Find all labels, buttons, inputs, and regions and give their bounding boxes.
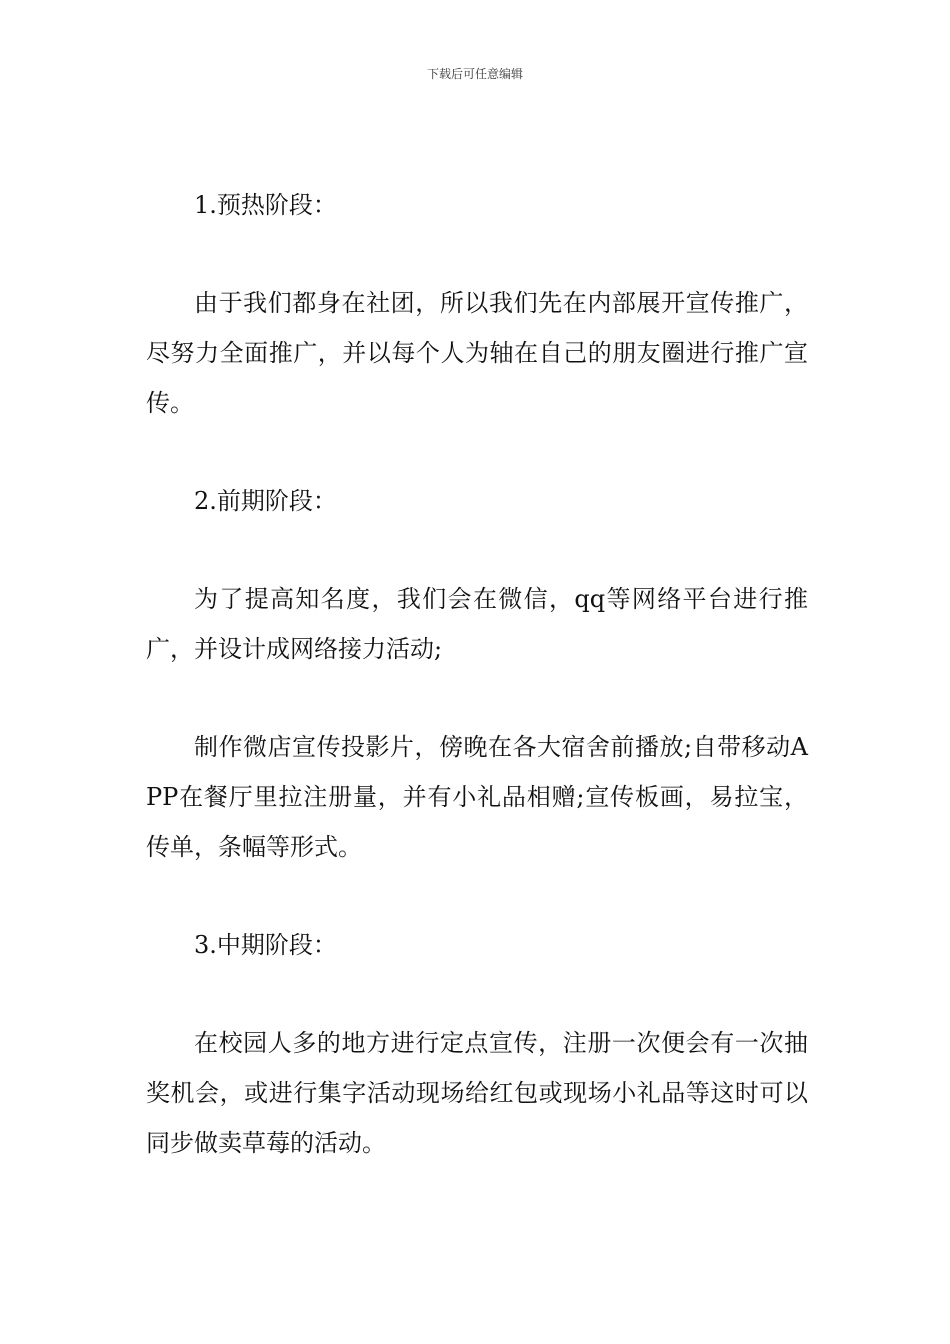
section-heading-3: 3.中期阶段： — [194, 931, 337, 959]
section-3-paragraph-1: 在校园人多的地方进行定点宣传，注册一次便会有一次抽奖机会，或进行集字活动现场给红包或现场小礼品等这时可以同步做卖草莓的活动。 — [146, 1029, 808, 1157]
header-note: 下载后可任意编辑 — [426, 67, 523, 81]
section-1-paragraph-1: 由于我们都身在社团，所以我们先在内部展开宣传推广，尽努力全面推广，并以每个人为轴在自己的朋友圈进行推广宣传。 — [146, 289, 808, 417]
document-body — [146, 180, 808, 1216]
section-2-paragraph-1: 为了提高知名度，我们会在微信，qq等网络平台进行推广，并设计成网络接力活动; — [146, 585, 808, 663]
section-heading-2: 2.前期阶段： — [194, 487, 337, 515]
section-2-paragraph-2: 制作微店宣传投影片，傍晚在各大宿舍前播放;自带移动APP在餐厅里拉注册量，并有小礼品相赠;宣传板画，易拉宝，传单，条幅等形式。 — [146, 733, 808, 861]
section-heading-1: 1.预热阶段： — [194, 191, 337, 219]
